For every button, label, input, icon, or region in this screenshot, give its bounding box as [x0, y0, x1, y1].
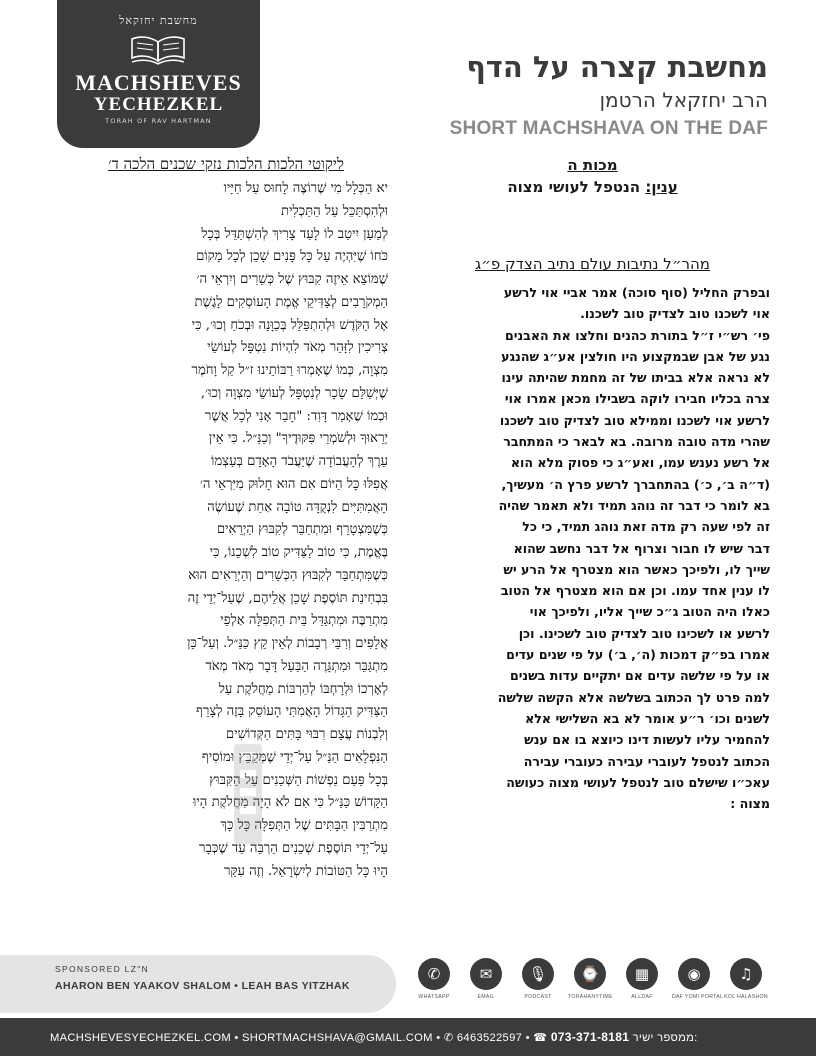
text-line: צרה בכליו חבירו לוקה בשבילו מכאן אמרו אוי [504, 391, 770, 407]
alldaf-icon: ▦ [626, 958, 658, 990]
author-name: הרב יחזקאל הרטמן [599, 88, 768, 112]
icon-label: DAF YOMI PORTAL [672, 994, 724, 1000]
icon-label: PODCAST [524, 994, 552, 1000]
text-line: שייך לו, ולפיכך כאשר הוא מצטרף אל הרע יש [503, 561, 770, 577]
page-title-hebrew: מחשבת קצרה על הדף [466, 50, 768, 84]
text-line: הָיוּ כָּל הַטּוֹבוֹת לְיִשְׂרָאֵל. וְזֶה עִקַּר [223, 863, 388, 879]
alldaf-link[interactable] [620, 958, 664, 1000]
text-line: לרשע אוי לשכנו וממילא טוב לצדיק טוב לשכנו [499, 412, 770, 428]
source-heading: מהר״ל נתיבות עולם נתיב הצדק פ״ג [475, 255, 710, 273]
text-line: מִתְרַבֶּה וּמִתְגַּדֵּל בֵּית הַתְּפִלָּה אַלְפֵי [220, 613, 388, 629]
text-line: עֵרֶךְ לְהָעֲבוֹדָה שֶׁיַּעֲבֹד הָאָדָם בְּעַצְמוֹ [210, 454, 388, 469]
icon-label: WHATSAPP [418, 994, 450, 1000]
inyan-line [420, 178, 765, 196]
daf-yomi-portal-link[interactable] [672, 958, 724, 1000]
text-line: וּלְהִסְתַּכֵּל עַל הַתַּכְלִית [280, 203, 388, 219]
logo-line1: MACHSHEVES [75, 70, 242, 95]
footer-separator: • [234, 1032, 243, 1044]
text-line: אמרו בפ״ק דמכות (ה׳, ב׳) על פי שנים עדים [506, 647, 770, 663]
left-column-heading: ליקוטי הלכות הלכות נזקי שכנים הלכה ד׳ [108, 155, 344, 173]
torahanytime-link[interactable] [568, 958, 612, 1000]
footer-contact-line [50, 1030, 698, 1044]
logo-line2: YECHEZKEL [93, 94, 224, 115]
text-line: כֹּחוֹ שֶׁיִּהְיֶה עַל כָּל פָּנִים שָׁכֵן לְכָל מָקוֹם [196, 249, 388, 265]
text-line: הַקָּדוֹשׁ כַּנַּ״ל כִּי אִם לֹא הָיָה מַחֲלֹקֶת הָיוּ [192, 795, 388, 811]
open-book-icon [129, 33, 187, 67]
text-line: (ד״ה ב׳, כ׳) בהתחברך לרשע פרץ ה׳ מעשיך, [501, 476, 770, 492]
text-line: כְּשֶׁמִּתְחַבֵּר לְקִבּוּץ הַכְּשֵׁרִים וְהַיְרֵאִים הוּא [188, 567, 388, 583]
podcast-link[interactable] [516, 958, 560, 1000]
text-line: שהרי מדה טובה מרובה. בא לבאר כי המתחבר [503, 434, 770, 450]
text-line: מצוה : [730, 796, 770, 812]
text-line: אל רשע נענש עמו, ואע״ג כי פסוק מלא הוא [510, 455, 770, 471]
text-line: לו ענין אחד עמו. וכן אם הוא מצטרף אל הטוב [500, 583, 770, 599]
footer-separator: • [436, 1032, 444, 1044]
icon-label: EMAIL [477, 994, 495, 1000]
text-line: לא נראה אלא בביתו של זה מחמת שהיתה עינו [501, 370, 770, 386]
podcast-icon: 🎙 [522, 958, 554, 990]
text-line: הָאֲמִתִּיִּים לִנְקֻדָּה טוֹבָה אַחַת שֶׁעוֹשֶׂה [207, 499, 388, 515]
text-line: הכתוב לנטפל לעוברי עבירה כעוברי עבירה [523, 753, 770, 769]
text-line: צְרִיכִין לִזָּהֵר מְאֹד לִהְיוֹת נִטְפָּל לְעוֹשֵׂי [207, 340, 388, 356]
mesechta-title: מכות ה [567, 156, 618, 174]
text-line: בא לומר כי דבר זה נוהג תמיד ולא תאמר שהיה [498, 497, 770, 513]
email-link[interactable] [464, 958, 508, 1000]
text-line: שֶׁיְּשַׁלֵּם שָׂכָר לְנִטְפָּל לְעוֹשֵׂי מִצְוָה וְכוּ׳, [200, 385, 388, 401]
torahanytime-icon: ⌚ [574, 958, 606, 990]
text-line: הַמְקֹרָבִים לְצַדִּיקֵי אֱמֶת הָעוֹסְקִים לָגֶשֶׁת [194, 294, 388, 310]
watermark-graphic [228, 740, 268, 850]
text-line: לְמַעַן יִיטַב לוֹ לָעַד צָרִיךְ לְהִשְׁתַּדֵּל בְּכָל [201, 226, 388, 242]
text-line: שֶׁמּוֹצֵא אֵיזֶה קִבּוּץ שֶׁל כְּשֵׁרִים וְיִרְאֵי ה׳ [196, 272, 388, 287]
icon-label: KOL HALASHON [724, 994, 768, 1000]
text-line: זה לפי שעה רק מדה זאת נוהג תמיד, כי כל [522, 519, 770, 535]
text-line: וְלִבְנוֹת עֲצָם רִבּוּי בָּתִּים הַקְּדוֹשִׁים [225, 727, 388, 742]
kol-halashon-icon: ♫ [730, 958, 762, 990]
text-line: בְּכָל פַּעַם נַפְשׁוֹת הַשְּׁכֵנִים עַל הַקִּבּוּץ [209, 772, 388, 788]
text-line: לרשע או לשכינו טוב לצדיק טוב לשכינו. וכן [518, 625, 770, 641]
inyan-text: הנטפל לעושי מצוה [507, 178, 641, 196]
footer-phone-label: ממספר ישיר: [632, 1032, 698, 1044]
text-line: למה פרט לך הכתוב בשלשה אלא הקשה שלשה [497, 689, 770, 705]
text-line: לשנים וכו׳ ר״ע אומר לא בא השלישי אלא [525, 710, 770, 726]
text-line: ובפרק החליל (סוף סוכה) אמר אביי אוי לרשע [503, 285, 770, 300]
text-line: מִצְוָה, כְּמוֹ שֶׁאָמְרוּ רַבּוֹתֵינוּ ז״ל קַל וָחֹמֶר [191, 363, 388, 378]
platform-icons [412, 958, 782, 1010]
text-line: מִתְרַבִּין הַבָּתִּים שֶׁל הַתְּפִלָּה כָּל כָּךְ [220, 818, 388, 833]
whatsapp-small-icon: ✆ [443, 1032, 457, 1044]
text-line: עאכ״ו שישלם טוב לנטפל לעושי מצוה כעושה [506, 774, 770, 790]
text-line: בֶּאֱמֶת, כִּי טוֹב לַצַּדִּיק טוֹב לִשְׁכֵנוֹ, כִּי [209, 545, 388, 560]
footer-phone-number[interactable]: 073-371-8181 [550, 1030, 630, 1044]
daf-yomi-portal-icon: ◉ [678, 958, 710, 990]
text-line: לְאָרְכוֹ וּלְרָחְבּוֹ לְהַרְבּוֹת מַחֲלֹקֶת עַל [218, 681, 388, 697]
text-line: נגע של אבן שבמקצוע היו חולצין אע״ג שהנגע [501, 348, 770, 364]
logo-hebrew-text: מחשבת יחזקאל [119, 14, 198, 27]
phone-icon: ☎ [533, 1032, 551, 1044]
icon-label: ALLDAF [631, 994, 653, 1000]
text-line: יְרֵאוּךָ וּלְשֹׁמְרֵי פִּקּוּדֶיךָ" וְכַנַּ״ל. כִּי אֵין [208, 431, 388, 447]
email-icon: ✉ [470, 958, 502, 990]
text-line: כאלו היה הטוב ג״כ שייך אליו, ולפיכך אוי [529, 604, 770, 620]
inyan-label: ענין: [645, 178, 678, 196]
whatsapp-icon: ✆ [418, 958, 450, 990]
text-line: דבר שיש לו חבור וצרוף אל דבר נחשב שהוא [513, 540, 770, 556]
page-title-english: SHORT MACHSHAVA ON THE DAF [449, 118, 768, 139]
icon-label: TORAHANYTIME [568, 994, 613, 1000]
text-line: מִתְגַּבֵּר וּמִתְגָּרֶה הַבַּעַל דָּבָר מְאֹד מְאֹד [205, 658, 388, 674]
text-line: אֶל הַקֹּדֶשׁ וּלְהִתְפַּלֵּל בְּכַוָּנָה וּבְכֹחַ וְכוּ׳, כִּי [191, 317, 388, 333]
text-line: עַל־יְדֵי תּוֹסֶפֶת שְׁכֵנִים הַרְבֵּה עַד שֶׁכְּבָר [199, 840, 388, 856]
maharal-text [418, 282, 770, 814]
text-line: פי׳ רש״י ז״ל בתורת כהנים וחלצו את האבנים [504, 327, 770, 343]
logo[interactable] [57, 0, 260, 148]
text-line: אֲפִלּוּ כָּל הַיּוֹם אִם הוּא חָלוּק מִיִּרְאֵי ה׳ [199, 476, 388, 492]
text-line: כְּשֶׁמִּצְטָרֵף וּמִתְחַבֵּר לְקִבּוּץ הַיְרֵאִים [216, 522, 388, 538]
text-line: או על פי שלשה עדים אם יתקיים עדות בשנים [509, 668, 770, 684]
text-line: וּכְמוֹ שֶׁאָמַר דָּוִד: "חָבֵר אָנִי לְכָל אֲשֶׁר [204, 408, 388, 424]
footer-website-link[interactable]: MACHSHEVESYECHEZKEL.COM [50, 1032, 231, 1044]
kol-halashon-link[interactable] [724, 958, 768, 1000]
likutei-halachos-text [58, 178, 388, 923]
footer-email-link[interactable]: SHORTMACHSHAVA@GMAIL.COM [242, 1032, 433, 1044]
footer-whatsapp-number[interactable]: 6463522597 [456, 1032, 523, 1044]
logo-tagline: TORAH OF RAV HARTMAN [105, 117, 212, 125]
text-line: יא הַכְּלָל מִי שֶׁרוֹצֶה לָחוּס עַל חַיָּיו [223, 181, 388, 196]
text-line: להחמיר עליו לעשות דינו כיוצא בו אם ענש [524, 732, 770, 748]
footer-separator: • [525, 1032, 534, 1044]
text-line: בִּבְחִינַת תּוֹסֶפֶת שָׁכֵן אֲלֵיהֶם, שֶׁעַל־יְדֵי זֶה [187, 590, 388, 606]
sponsor-names: AHARON BEN YAAKOV SHALOM • LEAH BAS YITZHAK [55, 980, 350, 992]
text-line: הַצַּדִּיק הַגָּדוֹל הָאֲמִתִּי הָעוֹסֵק בָּזֶה לְצָרֵף [196, 704, 388, 720]
footer [0, 1018, 816, 1056]
text-line: אֲלָפִים וְרִבֵּי רְבָבוֹת לְאֵין קֵץ כַּנַּ״ל. וְעַל־כֵּן [187, 636, 388, 651]
sponsor-label: SPONSORED LZ"N [55, 964, 149, 974]
whatsapp-link[interactable] [412, 958, 456, 1000]
text-line: הַנִּפְלָאִים הַנַּ״ל עַל־יְדֵי שֶׁמְּקַבֵּץ וּמוֹסִיף [201, 749, 388, 765]
text-line: אוי לשכנו טוב לצדיק טוב לשכנו. [580, 306, 770, 322]
